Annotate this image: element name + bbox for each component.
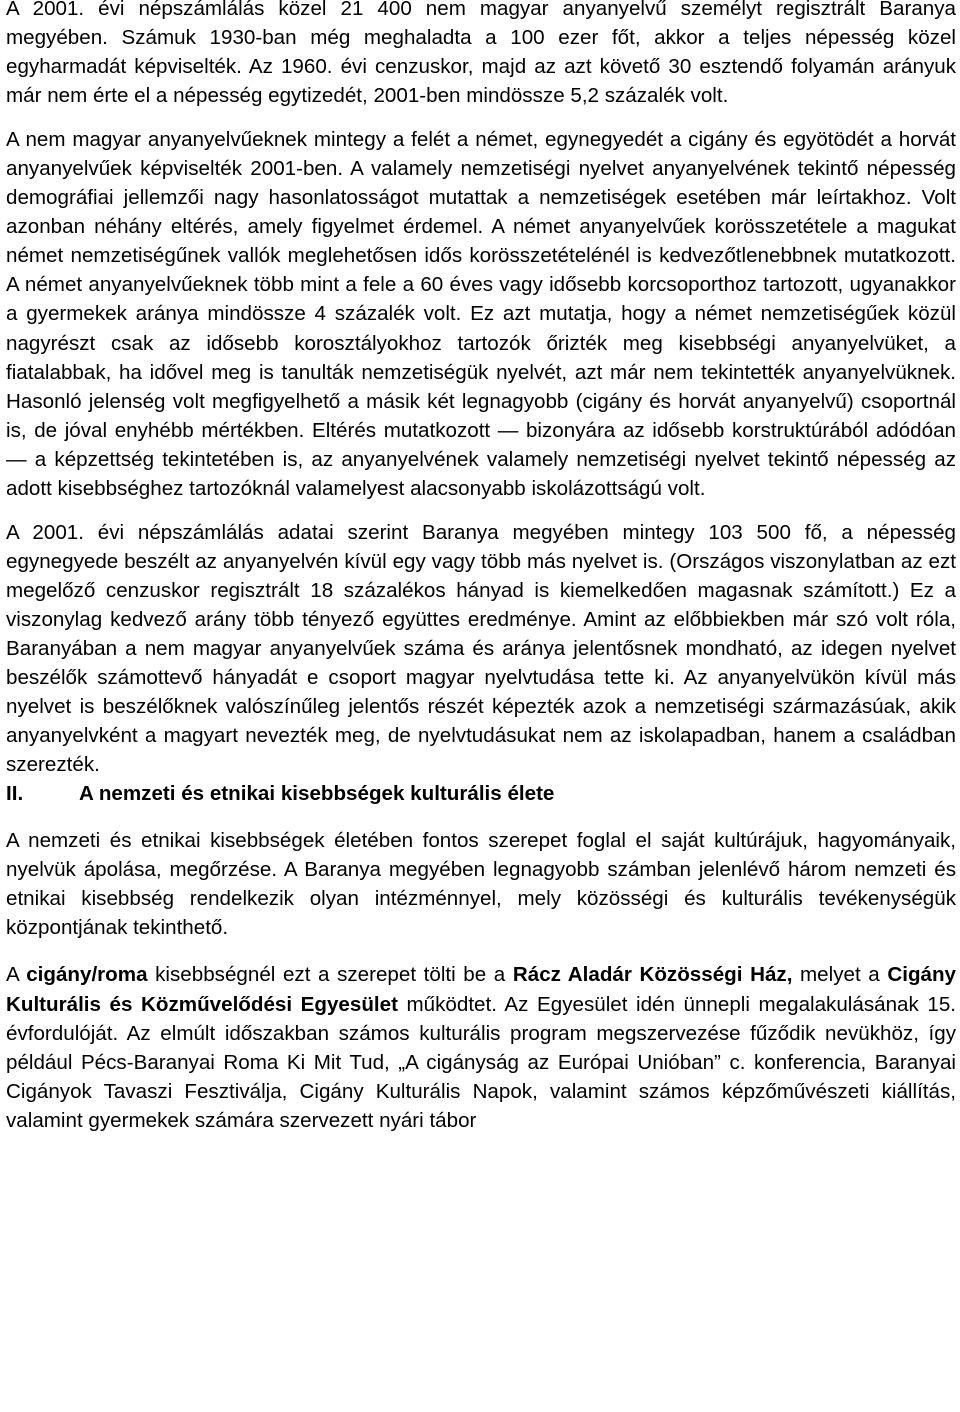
paragraph-mother-tongue-groups: A nem magyar anyanyelvűeknek mintegy a felét a német, egynegyedét a cigány és egyötödét a horvát anyanyelvűek képviselték 2001-ben. A valamely nemzetiségi nyelvet anyanyelvének tekintő népesség demográfiai jellemzői nagy hasonlatosságot mutattak a nemzetiségek esetében már leírtakhoz. Volt azonban néhány eltérés, amely figyelmet érdemel. A német anyanyelvűek korösszetétele a magukat német nemzetiségűnek vallók meglehetősen idős korösszetételénél is kedvezőtlenebbnek mutatkozott. A német anyanyelvűeknek több mint a fele a 60 éves vagy idősebb korcsoporthoz tartozott, ugyanakkor a gyermekek aránya mindössze 4 százalék volt. Ez azt mutatja, hogy a német nemzetiségűek közül nagyrészt csak az idősebb korosztályokhoz tartozók őrizték meg kisebbségi anyanyelvüket, a fiatalabbak, ha idővel meg is tanulták nemzetiségük nyelvét, azt már nem tekintették anyanyelvüknek. Hasonló jelenség volt megfigyelhető a másik két legnagyobb (cigány és horvát anyanyelvű) csoportnál is, de jóval enyhébb mértékben. Eltérés mutatkozott — bizonyára az idősebb korstruktúrából adódóan — a képzettség tekintetében is, az anyanyelvének valamely nemzetiségi nyelvet tekintő népesség az adott kisebbséghez tartozóknál valamelyest alacsonyabb iskolázottságú volt.	[6, 128, 956, 500]
roma-text-1: A	[6, 963, 27, 987]
section-number: II.	[6, 782, 24, 806]
roma-text-4: működtet. Az Egyesület idén ünnepli megalakulásának 15. évfordulóját. Az elmúlt időszakban számos kulturális program megszervezése fűződik nevükhöz, így például Pécs-Baranyai Roma Ki Mit Tud, „A cigányság az Európai Unióban” c. konferencia, Baranyai Cigányok Tavaszi Fesztiválja, Cigány Kulturális Napok, valamint számos képzőművészeti kiállítás, valamint gyermekek számára szervezett nyári tábor	[6, 992, 956, 1132]
roma-minority-term: cigány/roma	[26, 963, 148, 987]
roma-text-2: kisebbségnél ezt a szerepet tölti be a	[147, 963, 513, 987]
paragraph-minority-culture-intro: A nemzeti és etnikai kisebbségek életében fontos szerepet foglal el saját kultúrájuk, hagyományaik, nyelvük ápolása, megőrzése. A Baranya megyében legnagyobb számban jelenlévő három nemzeti és etnikai kisebbség rendelkezik olyan intézménnyel, mely közösségi és kulturális tevékenységük központjának tekinthető.	[6, 829, 956, 940]
section-title: A nemzeti és etnikai kisebbségek kulturális élete	[79, 782, 555, 806]
association-name: Cigány Kulturális és Közművelődési Egyesület	[6, 963, 957, 1016]
community-house-name: Rácz Aladár Közösségi Ház,	[512, 963, 793, 987]
section-heading	[6, 779, 956, 808]
paragraph-minority-language-census: A 2001. évi népszámlálás közel 21 400 nem magyar anyanyelvű személyt regisztrált Baranya megyében. Számuk 1930-ban még meghaladta a 100 ezer főt, akkor a teljes népesség közel egyharmadát képviselték. Az 1960. évi cenzuskor, majd az azt követő 30 esztendő folyamán arányuk már nem érte el a népesség egytizedét, 2001-ben mindössze 5,2 százalék volt.	[6, 0, 956, 108]
paragraph-foreign-language-speakers: A 2001. évi népszámlálás adatai szerint Baranya megyében mintegy 103 500 fő, a népesség egynegyede beszélt az anyanyelvén kívül egy vagy több más nyelvet is. (Országos viszonylatban az ezt megelőző cenzuskor regisztrált 18 százalékos hányad is kiemelkedően magasnak számított.) Ez a viszonylag kedvező arány több tényező együttes eredménye. Amint az előbbiekben már szó volt róla, Baranyában a nem magyar anyanyelvűek száma és aránya jelentősnek mondható, az idegen nyelvet beszélők számottevő hányadát e csoport magyar nyelvtudása tette ki. Az anyanyelvükön kívül más nyelvet is beszélőknek valószínűleg jelentős részét képezték azok a nemzetiségi származásúak, akik anyanyelvként a magyart nevezték meg, de nyelvtudásukat nem az iskolapadban, hanem a családban szerezték.	[6, 520, 956, 777]
roma-text-3: melyet a	[792, 963, 888, 987]
paragraph-roma-community	[6, 960, 956, 1134]
